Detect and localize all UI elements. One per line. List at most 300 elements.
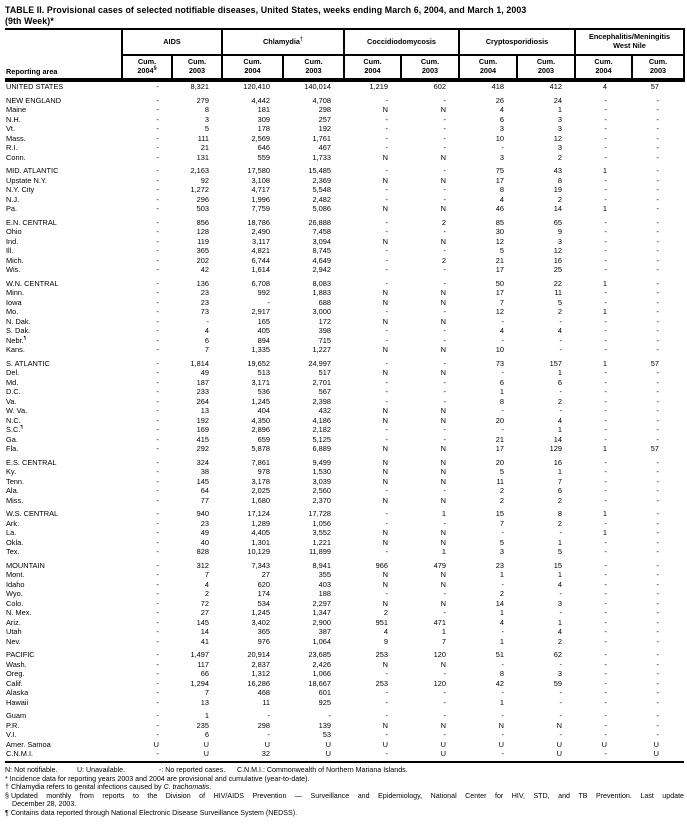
value-cell: 187 [196,377,209,387]
value-cell: - [385,124,388,133]
reporting-area-cell: Kans. [6,345,25,354]
value-cell: 4,442 [251,95,270,105]
value-cell: - [156,335,159,345]
value-cell: 404 [257,406,270,415]
value-cell: N [382,659,388,669]
value-cell: - [656,579,659,589]
table-row [5,355,684,369]
table-row [5,406,684,416]
value-cell: - [385,387,388,396]
value-cell: - [156,358,159,368]
value-cell: 120 [433,678,446,688]
value-cell: 49 [200,528,209,537]
value-cell: 136 [196,278,209,288]
table-row [5,707,684,721]
value-cell: N [382,476,388,486]
value-cell: 77 [200,495,209,505]
value-cell: - [156,166,159,175]
table-row [5,589,684,599]
value-cell: 12 [553,133,562,143]
reporting-area-cell: Tex. [6,547,20,556]
value-cell: - [443,278,446,288]
reporting-area-cell: MID. ATLANTIC [6,166,59,175]
reporting-area-cell: N.C. [6,415,21,425]
value-cell: 43 [553,166,562,175]
value-cell: 120,410 [243,82,270,91]
value-cell: N [382,236,388,246]
value-cell: - [156,175,159,185]
value-cell: - [385,133,388,143]
value-cell: - [501,627,504,636]
value-cell: 2 [441,255,446,265]
value-cell: - [604,387,607,396]
value-cell: - [443,711,446,720]
value-cell: - [156,152,159,162]
value-cell: 3 [499,124,504,133]
reporting-area-cell: Maine [6,105,27,114]
value-cell: 3 [499,152,504,162]
value-cell: 3,552 [312,528,331,537]
reporting-area-cell: P.R. [6,720,20,730]
value-cell: - [604,636,607,646]
value-cell: 894 [257,335,270,345]
value-cell: 181 [257,105,270,114]
value-cell: - [604,297,607,307]
table-row [5,185,684,195]
value-cell: - [604,669,607,678]
value-cell: - [604,678,607,688]
value-cell: 14 [553,434,562,444]
value-cell: 139 [318,720,331,730]
value-cell: - [604,217,607,227]
value-cell: 174 [257,589,270,598]
column-subheader: Cum. 2003 [172,55,222,80]
table-row [5,162,684,176]
reporting-area-cell: E.N. CENTRAL [6,217,57,227]
value-cell: - [156,406,159,415]
value-cell: - [656,288,659,297]
value-cell: 3 [204,114,209,124]
value-cell: 2 [557,152,562,162]
value-cell: 53 [322,730,331,739]
value-cell: U [517,749,575,762]
value-cell: - [604,711,607,720]
value-cell: - [656,495,659,505]
reporting-area-cell: Ind. [6,236,19,246]
value-cell: - [604,105,607,114]
table-row [5,730,684,740]
value-cell: 467 [318,143,331,152]
value-cell: 42 [495,678,504,688]
value-cell: 1,497 [190,650,209,659]
value-cell: - [385,547,388,556]
value-cell: - [656,335,659,345]
value-cell: 2,837 [251,659,270,669]
value-cell: 7 [441,636,446,646]
footnote-text: Chlamydia refers to genital infections caused by [10,783,164,791]
value-cell: - [604,476,607,486]
value-cell: - [267,297,270,307]
value-cell: - [385,711,388,720]
value-cell: N [440,175,446,185]
value-cell: - [604,720,607,730]
value-cell: 62 [553,650,562,659]
value-cell: 128 [196,227,209,236]
value-cell: - [656,486,659,495]
value-cell: 3 [557,114,562,124]
value-cell: U [283,749,344,762]
value-cell: 4,649 [312,255,331,265]
reporting-area-cell: Va. [6,396,17,406]
value-cell: 10 [495,133,504,143]
value-cell: 2,942 [312,265,331,274]
value-cell: U [601,739,607,749]
table-row [5,80,684,92]
value-cell: 23 [200,518,209,528]
value-cell: - [156,124,159,133]
value-cell: - [656,547,659,556]
value-cell: - [575,749,632,762]
table-row [5,627,684,637]
value-cell: - [604,175,607,185]
value-cell: 27 [261,570,270,579]
reporting-area-cell: Okla. [6,537,24,547]
value-cell: - [604,650,607,659]
value-cell: U [632,749,684,762]
value-cell: 1,064 [312,636,331,646]
reporting-area-cell: Tenn. [6,476,25,486]
value-cell: - [656,570,659,579]
value-cell: - [156,368,159,377]
reporting-area-cell: PACIFIC [6,650,35,659]
value-cell: 5 [499,537,504,547]
reporting-area-cell: Ark. [6,518,20,528]
value-cell: 117 [197,659,209,669]
column-subheader: Cum. 2004 [575,55,632,80]
value-cell: - [604,537,607,547]
reporting-area-cell: NEW ENGLAND [6,95,62,105]
value-cell: N [382,720,388,730]
value-cell: - [156,579,159,589]
value-cell: - [344,749,401,762]
value-cell: - [156,345,159,354]
value-cell: - [156,82,159,91]
value-cell: - [443,688,446,697]
value-cell: N [382,598,388,608]
value-cell: - [656,415,659,425]
table-row [5,679,684,689]
value-cell: - [267,730,270,739]
value-cell: - [156,316,159,326]
value-cell: 8,321 [190,82,209,91]
value-cell: - [604,227,607,236]
value-cell: - [385,278,388,288]
value-cell: - [156,537,159,547]
table-row [5,176,684,186]
value-cell: 4 [499,617,504,627]
value-cell: 8 [204,105,209,114]
value-cell: N [440,476,446,486]
value-cell: - [385,265,388,274]
value-cell: - [604,236,607,246]
value-cell: 14 [495,598,504,608]
value-cell: U [153,739,159,749]
reporting-area-cell: N.H. [6,114,21,124]
value-cell: - [443,518,446,528]
reporting-area-cell: Conn. [6,152,26,162]
value-cell: - [443,377,446,387]
value-cell: N [382,467,388,476]
value-cell: - [604,246,607,255]
value-cell: 1,245 [251,396,270,406]
value-cell: 10,129 [247,547,270,556]
value-cell: 17,728 [308,509,331,518]
value-cell: 73 [200,307,209,316]
value-cell: 16 [553,255,562,265]
value-cell: - [656,166,659,175]
value-cell: 559 [257,152,270,162]
value-cell: 2 [204,589,209,598]
value-cell: 3,117 [252,236,270,246]
value-cell: 479 [433,560,446,570]
value-cell: 11 [496,476,504,486]
value-cell: - [604,326,607,335]
value-cell: - [604,377,607,387]
value-cell: - [156,688,159,697]
value-cell: 4,405 [251,528,270,537]
value-cell: - [156,255,159,265]
value-cell: - [443,194,446,204]
value-cell: - [385,217,388,227]
table-row [5,505,684,519]
value-cell: - [443,434,446,444]
value-cell: 65 [553,217,562,227]
value-cell: - [656,518,659,528]
value-cell: - [443,185,446,194]
value-cell: - [385,143,388,152]
value-cell: - [156,495,159,505]
table-row [5,317,684,327]
value-cell: - [604,467,607,476]
value-cell: N [440,152,446,162]
value-cell: - [656,105,659,114]
value-cell: - [385,335,388,345]
table-row [5,143,684,153]
footnote-marker: ¶ [5,808,9,817]
table-row [5,637,684,647]
value-cell: - [156,720,159,730]
value-cell: N [382,204,388,213]
reporting-area-cell: Pa. [6,204,18,213]
table-row [5,307,684,317]
value-cell: 20 [495,415,504,425]
value-cell: - [156,114,159,124]
value-cell: N [382,457,388,467]
value-cell: - [604,598,607,608]
value-cell: - [656,185,659,194]
value-cell: 145 [196,617,209,627]
value-cell: 1 [557,570,562,579]
value-cell: 13 [200,406,209,415]
value-cell: - [604,335,607,345]
value-cell: - [156,560,159,570]
value-cell: N [440,579,446,589]
value-cell: - [604,579,607,589]
value-cell: 513 [257,368,270,377]
value-cell: U [264,739,270,749]
value-cell: - [156,457,159,467]
value-cell: - [559,608,562,617]
value-cell: 1 [499,636,504,646]
value-cell: 4 [383,627,388,636]
value-cell: N [382,288,388,297]
value-cell: - [656,589,659,598]
value-cell: - [385,194,388,204]
value-cell: 2,900 [312,617,331,627]
value-cell: 567 [318,387,331,396]
reporting-area-cell: Minn. [6,288,25,297]
value-cell: N [440,345,446,354]
value-cell: 2,182 [312,425,331,434]
reporting-area-cell: W.N. CENTRAL [6,278,59,288]
value-cell: 1,996 [251,194,270,204]
value-cell: 9 [383,636,388,646]
value-cell: 192 [318,124,331,133]
value-cell: 2,163 [190,166,209,175]
value-cell: 264 [196,396,209,406]
value-cell: - [156,297,159,307]
value-cell: 111 [197,133,209,143]
value-cell: - [656,509,659,518]
value-cell: 1 [557,105,562,114]
value-cell: - [656,537,659,547]
value-cell: 92 [200,175,209,185]
table-row [5,608,684,618]
value-cell: 1 [602,528,607,537]
value-cell: - [656,316,659,326]
value-cell: 2,482 [312,194,331,204]
value-cell: - [156,678,159,688]
value-cell: 14 [200,627,209,636]
value-cell: - [604,570,607,579]
table-row [5,237,684,247]
value-cell: N [440,204,446,213]
value-cell: - [385,358,388,368]
value-cell: 6 [499,114,504,124]
value-cell: N [440,659,446,669]
value-cell: 40 [200,537,209,547]
value-cell: - [656,730,659,739]
value-cell: - [385,697,388,707]
value-cell: - [604,434,607,444]
value-cell: - [385,518,388,528]
column-subheader: Cum. 2004§ [122,55,172,80]
table-row [5,246,684,256]
value-cell: N [440,570,446,579]
value-cell: - [443,730,446,739]
table-row [5,698,684,708]
table-row [5,528,684,538]
value-cell: - [656,627,659,636]
value-cell: 3,108 [251,175,270,185]
value-cell: - [156,528,159,537]
value-cell: - [604,589,607,598]
value-cell: - [559,335,562,345]
value-cell: - [559,659,562,669]
value-cell: N [382,175,388,185]
footnote-chlamydia [5,783,684,792]
value-cell: - [604,425,607,434]
value-cell: N [382,297,388,307]
reporting-area-cell: Guam [6,711,27,720]
value-cell: 6 [204,335,209,345]
value-cell: 178 [257,124,270,133]
value-cell: - [656,124,659,133]
value-cell: - [443,143,446,152]
value-cell: 1 [557,425,562,434]
value-cell: N [382,528,388,537]
value-cell: - [656,720,659,730]
value-cell: - [604,457,607,467]
value-cell: - [156,711,159,720]
value-cell: 4 [557,326,562,335]
value-cell: - [385,255,388,265]
value-cell: - [656,457,659,467]
value-cell: - [604,95,607,105]
value-cell: 3,402 [251,617,270,627]
value-cell: 2 [557,495,562,505]
value-cell: N [382,406,388,415]
value-cell: N [440,467,446,476]
value-cell: - [385,166,388,175]
footnote-marker: * [5,774,8,783]
reporting-area-cell: Wash. [6,659,27,669]
value-cell: - [385,425,388,434]
value-cell: - [559,387,562,396]
value-cell: - [156,415,159,425]
value-cell: 59 [553,678,562,688]
value-cell: 324 [196,457,209,467]
table-row [5,618,684,628]
value-cell: 5 [499,467,504,476]
reporting-area-cell: C.N.M.I. [5,749,122,762]
value-cell: - [656,175,659,185]
value-cell: N [382,152,388,162]
value-cell: - [559,316,562,326]
value-cell: 3 [499,547,504,556]
value-cell: 1 [602,358,607,368]
reporting-area-cell: N.J. [6,194,20,204]
value-cell: 1,056 [312,518,331,528]
table-row [5,547,684,557]
value-cell: - [385,434,388,444]
value-cell: - [443,608,446,617]
value-cell: - [656,688,659,697]
value-cell: 3,000 [312,307,331,316]
footnote-marker: § [5,791,9,800]
value-cell: 688 [318,297,331,307]
value-cell: - [656,95,659,105]
value-cell: - [656,467,659,476]
notifiable-diseases-table [5,28,685,763]
value-cell: 51 [495,650,504,659]
value-cell: 16,286 [247,678,270,688]
reporting-area-cell: Colo. [6,598,24,608]
footnote-nedss [5,809,684,818]
value-cell: 12 [495,307,504,316]
value-cell: - [501,406,504,415]
value-cell: 3 [557,124,562,133]
